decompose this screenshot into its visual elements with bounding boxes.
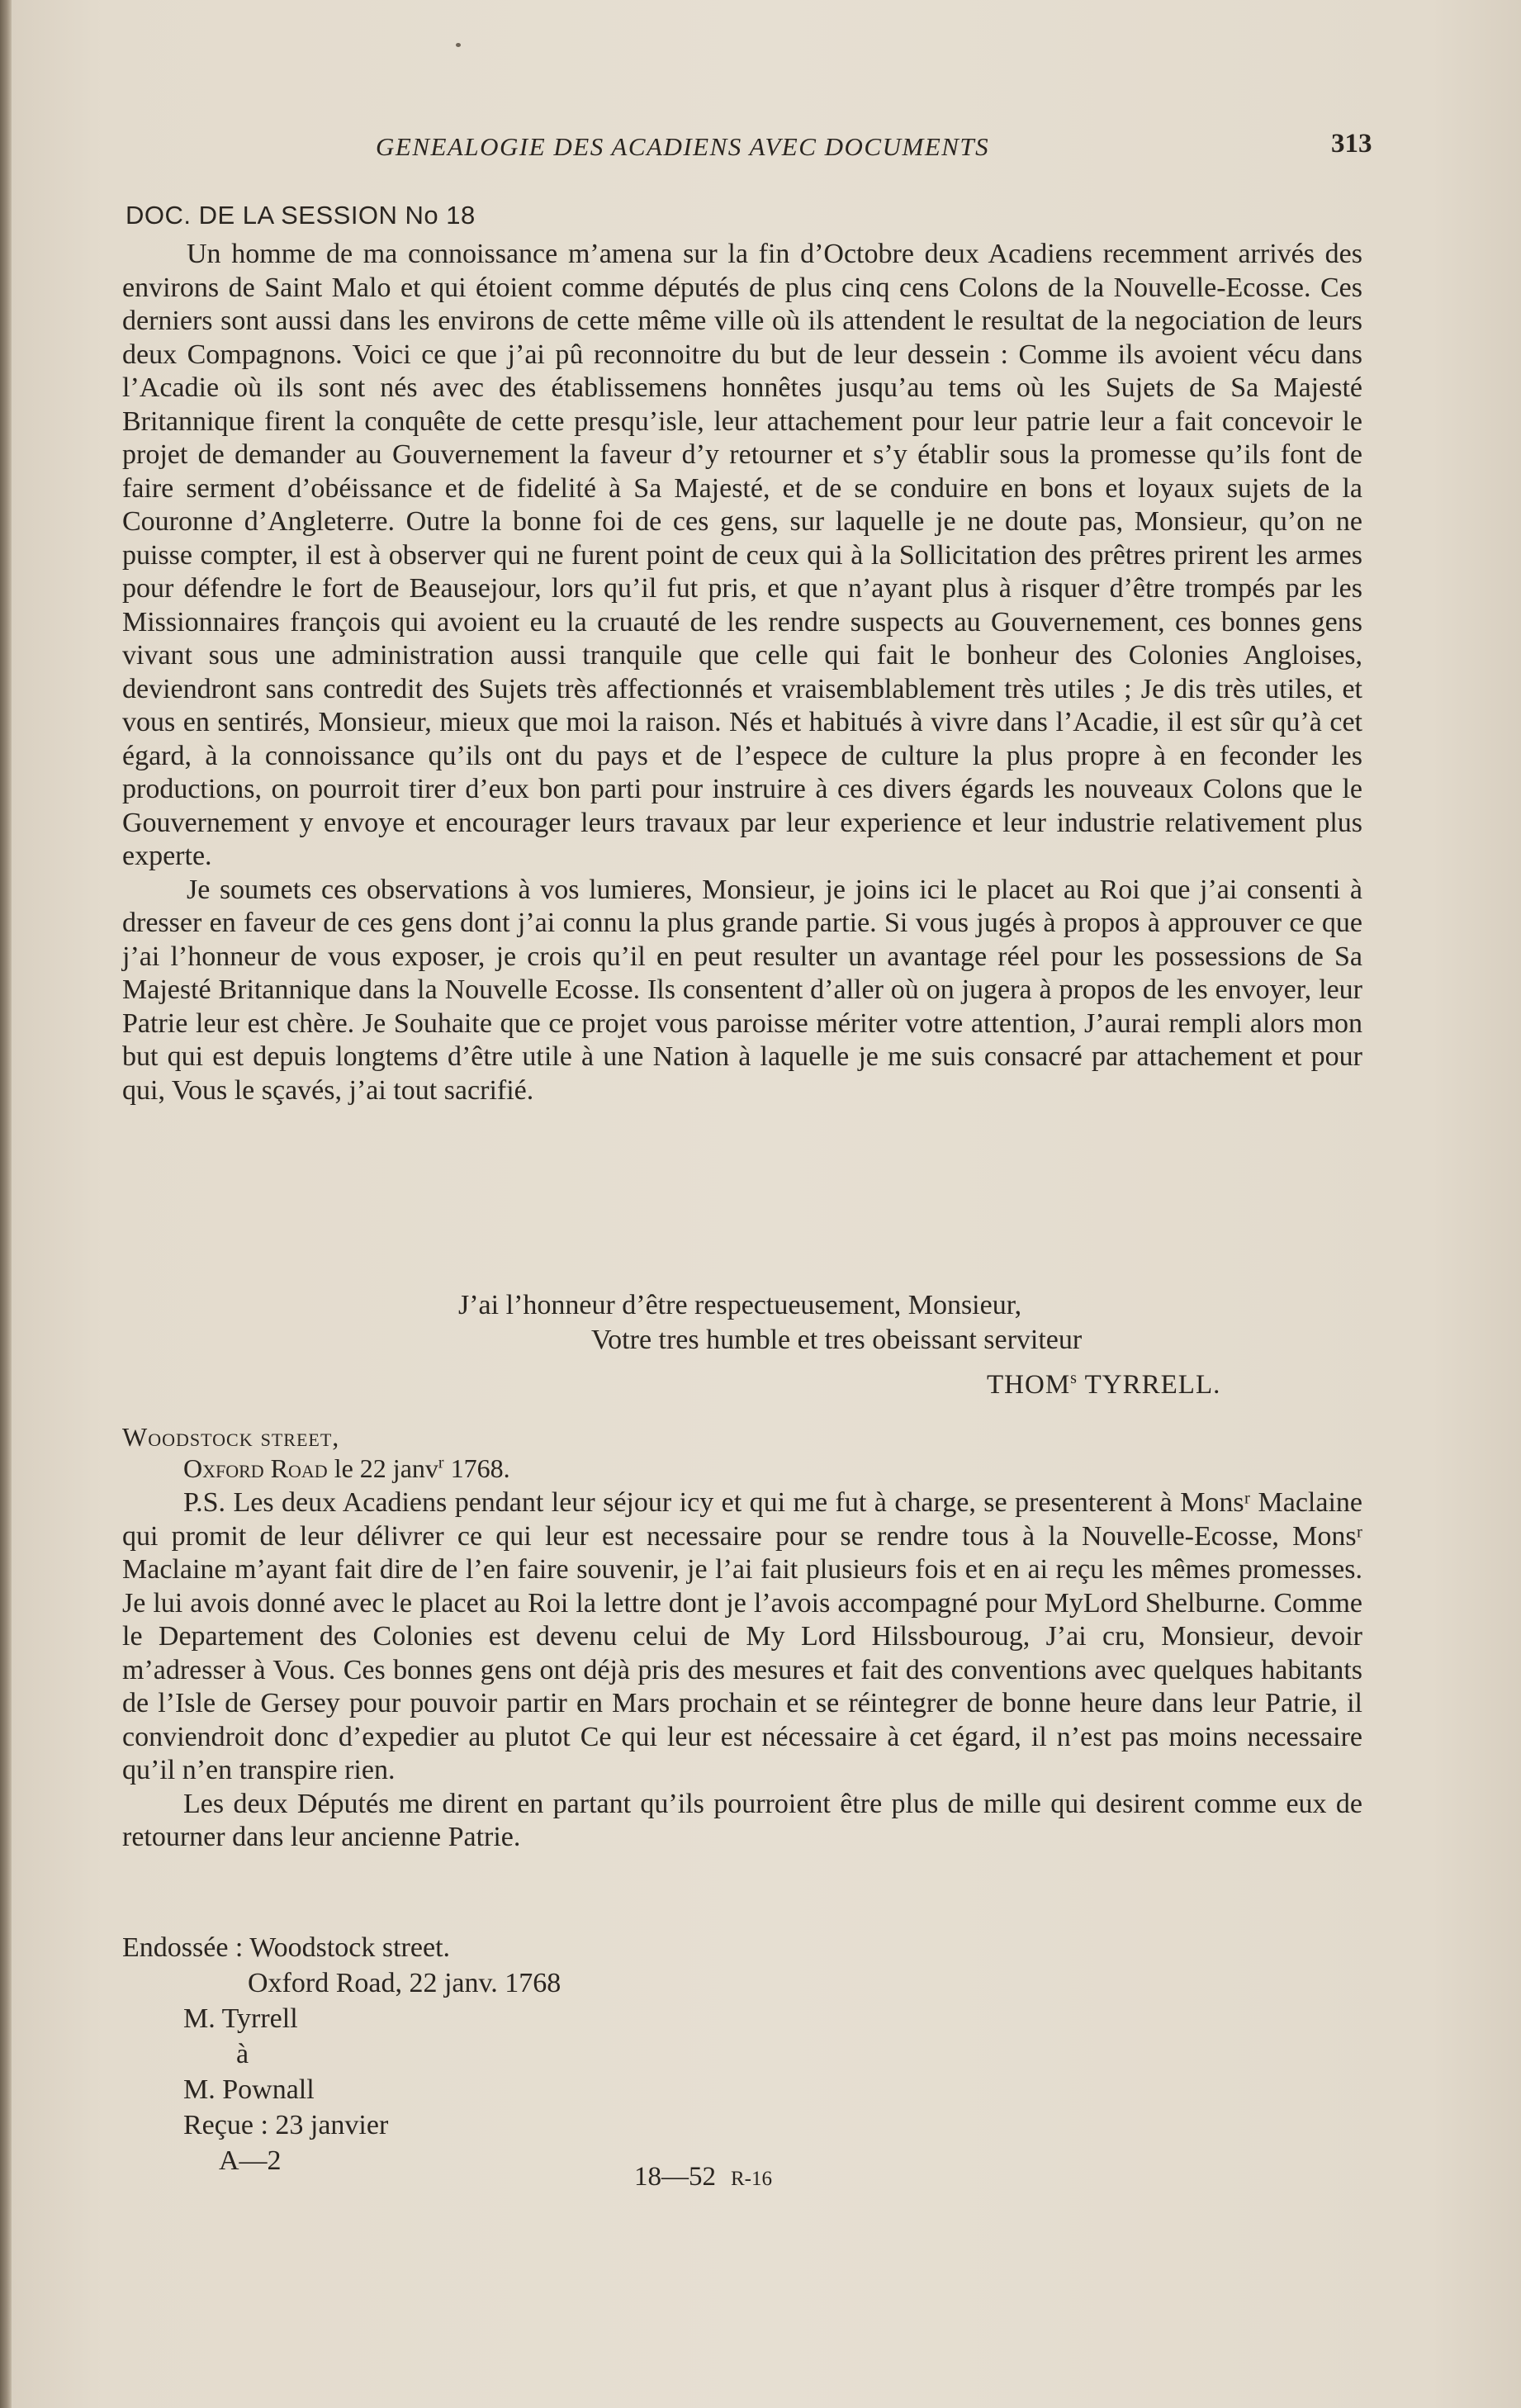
signature-superscript: s xyxy=(1070,1369,1078,1387)
signature-mark-number: 18—52 xyxy=(634,2162,716,2192)
endorsement-line-2: Oxford Road, 22 janv. 1768 xyxy=(248,1968,561,1998)
signature-first: THOM xyxy=(987,1370,1071,1400)
endorsement-line-3: M. Tyrrell xyxy=(183,2003,298,2034)
postscript-paragraph-2: Les deux Députés me dirent en partant qu’ils pourroient être plus de mille qui desirent comme eux de retourner dans leur ancienne Patrie. xyxy=(122,1788,1362,1852)
endorsement-line-1: Endossée : Woodstock street. xyxy=(122,1932,451,1963)
letter-body xyxy=(122,238,1362,1107)
address-date-superscript: r xyxy=(438,1453,444,1472)
postscript xyxy=(122,1486,1362,1855)
page-number: 313 xyxy=(1331,129,1372,159)
endorsement-line-5: M. Pownall xyxy=(183,2074,315,2105)
letter-paragraph-2: Je soumets ces observations à vos lumieres, Monsieur, je joins ici le placet au Roi que j’ai consenti à dresser en faveur de ces gens dont j’ai connu la plus grande partie. Si vous jugés à propos à approuver ce que j’ai l’honneur de vous exposer, je crois qu’il en peut resulter un avantage réel pour les possessions de Sa Majesté Britannique dans la Nouvelle Ecosse. Ils consentent d’aller où on jugera à propos de les envoyer, leur Patrie leur est chère. Je Souhaite que ce projet vous paroisse mériter votre attention, J’aurai rempli alors mon but qui est depuis longtems d’être utile à une Nation à laquelle je me suis consacré par attachement et pour qui, Vous le sçavés, j’ai tout sacrifié. xyxy=(122,874,1362,1106)
signature-last: TYRRELL. xyxy=(1077,1370,1221,1400)
address-street: Woodstock street, xyxy=(122,1422,340,1452)
endorsement-line-6: Reçue : 23 janvier xyxy=(183,2110,389,2140)
address-road: Oxford Road xyxy=(183,1453,328,1483)
closing-line-1: J’ai l’honneur d’être respectueusement, Monsieur, xyxy=(458,1290,1022,1320)
postscript-paragraph-1: P.S. Les deux Acadiens pendant leur séjour icy et qui me fut à charge, se presenterent à Monsʳ Maclaine qui promit de leur délivrer ce qui leur est necessaire pour se rendre tous à la Nouvelle-Ecosse, Monsʳ Maclaine m’ayant fait dire de l’en faire souvenir, je l’ai fait plusieurs fois et en ai reçu les mêmes promesses. Je lui avois donné avec le placet au Roi la lettre dont je l’avois accompagné pour MyLord Shelburne. Comme le Departement des Colonies est devenu celui de My Lord Hilssbouroug, J’ai cru, Monsieur, devoir m’adresser à Vous. Ces bonnes gens ont déjà pris des mesures et fait des conventions avec quelques habitants de l’Isle de Gersey pour pouvoir partir en Mars prochain et se réintegrer de bonne heure dans leur Patrie, il conviendroit donc d’expedier au plutot Ce qui leur est nécessaire à cet égard, il n’est pas moins necessaire qu’il n’en transpire rien. xyxy=(122,1487,1362,1785)
printer-signature-mark xyxy=(634,2162,772,2192)
address-date-prefix: le 22 janv xyxy=(327,1453,438,1483)
endorsement-line-7: A—2 xyxy=(219,2145,282,2176)
book-binding-edge xyxy=(0,0,12,2408)
running-title: GENEALOGIE DES ACADIENS AVEC DOCUMENTS xyxy=(376,132,990,161)
closing-line-2: Votre tres humble et tres obeissant serviteur xyxy=(591,1325,1083,1355)
signature-mark-sub: R-16 xyxy=(731,2168,772,2190)
endorsement-line-4: à xyxy=(236,2039,249,2069)
address-road-date xyxy=(183,1453,510,1484)
ink-speck xyxy=(456,43,461,47)
address-date-year: 1768. xyxy=(443,1453,510,1483)
letter-paragraph-1: Un homme de ma connoissance m’amena sur la fin d’Octobre deux Acadiens recemment arrivés des environs de Saint Malo et qui étoient comme députés de plus cinq cens Colons de la Nouvelle-Ecosse. Ces derniers sont aussi dans les environs de cette même ville où ils attendent le resultat de la negociation de leurs deux Compagnons. Voici ce que j’ai pû reconnoitre du but de leur dessein : Comme ils avoient vécu dans l’Acadie où ils sont nés avec des établissemens honnêtes jusqu’au tems où les Sujets de Sa Majesté Britannique firent la conquête de cette presqu’isle, leur attachement pour leur patrie leur a fait concevoir le projet de demander au Gouvernement la faveur d’y retourner et s’y établir sous la promesse qu’ils font de faire serment d’obéissance et de fidelité à Sa Majesté, et de se conduire en bons et loyaux sujets de la Couronne d’Angleterre. Outre la bonne foi de ces gens, sur laquelle je ne doute pas, Monsieur, qu’on ne puisse compter, il est à observer qui ne furent point de ceux qui à la Sollicitation des prêtres prirent les armes pour défendre le fort de Beausejour, lors qu’il fut pris, et que n’ayant plus à risquer d’être trompés par les Missionnaires françois qui avoient eu la cruauté de les rendre suspects au Gouvernement, ces bonnes gens vivant sous une administration aussi tranquile que celle qui fait le bonheur des Colonies Angloises, deviendront sans contredit des Sujets très affectionnés et vraisemblablement très utiles ; Je dis très utiles, et vous en sentirés, Monsieur, mieux que moi la raison. Nés et habitués à vivre dans l’Acadie, il est sûr qu’à cet égard, à la connoissance qu’ils ont du pays et de l’espece de culture la plus propre à en feconder les productions, on pourroit tirer d’eux bon parti pour instruire à ces divers égards les nouveaux Colons que le Gouvernement y envoye et encourager leurs travaux par leur experience et leur industrie relativement plus experte. xyxy=(122,239,1362,871)
letter-signature xyxy=(987,1369,1220,1401)
session-document-header: DOC. DE LA SESSION No 18 xyxy=(126,201,476,230)
